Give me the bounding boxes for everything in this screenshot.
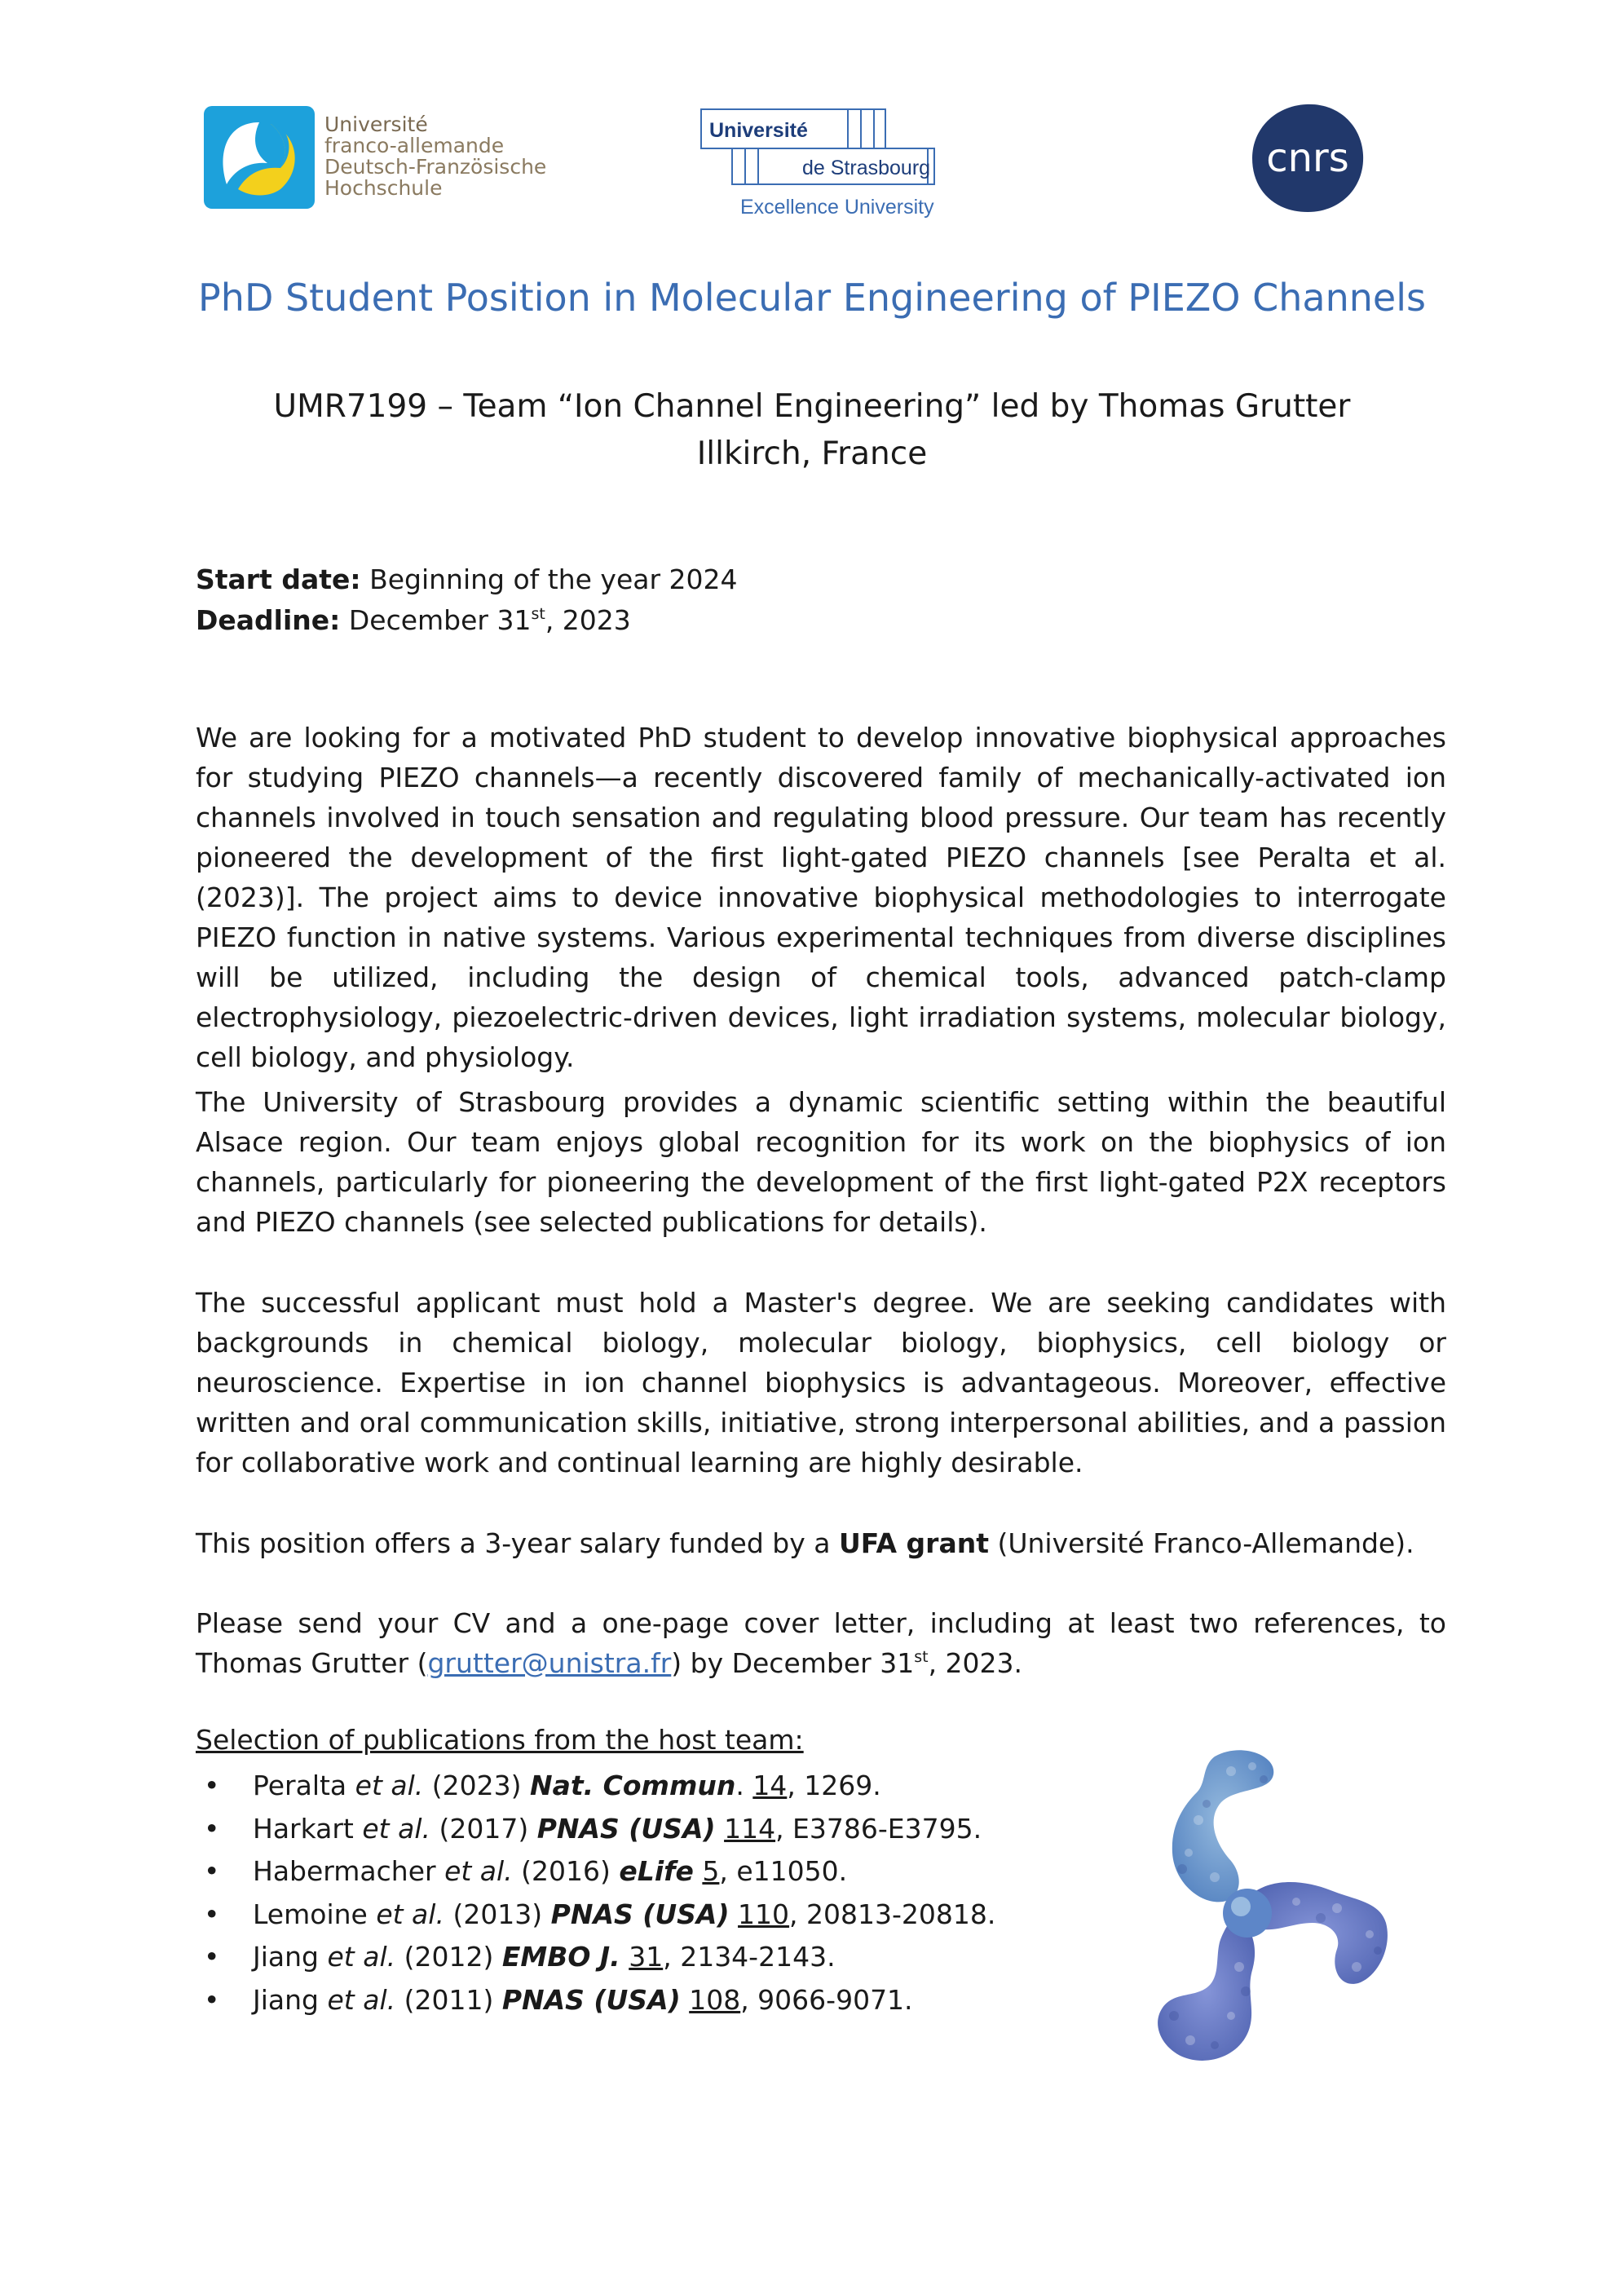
funding-text: This position offers a 3-year salary funded by a bbox=[196, 1527, 839, 1559]
publication-separator bbox=[694, 1855, 703, 1887]
publication-etal: et al. bbox=[355, 1770, 424, 1801]
publication-item bbox=[196, 1894, 995, 1937]
unistra-logo bbox=[699, 108, 947, 222]
publication-author: Harkart bbox=[253, 1812, 363, 1845]
unistra-line-1: Université bbox=[709, 119, 808, 142]
ufa-line-4: Hochschule bbox=[324, 176, 443, 200]
funding-text-end: (Université Franco-Allemande). bbox=[988, 1527, 1414, 1559]
start-date-label: Start date: bbox=[196, 563, 361, 595]
unistra-tagline: Excellence University bbox=[740, 196, 934, 219]
publication-journal: Nat. Commun bbox=[529, 1770, 736, 1801]
publications-list bbox=[196, 1765, 995, 2022]
ufa-line-3: Deutsch-Französische bbox=[324, 155, 547, 179]
publication-volume: 108 bbox=[689, 1983, 741, 2016]
publication-year: (2016) bbox=[512, 1855, 620, 1887]
page-subtitle bbox=[0, 383, 1624, 478]
application-instructions bbox=[196, 1603, 1446, 1683]
publication-volume: 31 bbox=[629, 1941, 664, 1973]
publication-etal: et al. bbox=[376, 1898, 444, 1930]
project-description: We are looking for a motivated PhD student to develop innovative biophysical approaches for studying PIEZO channels—a recently discovered family of mechanically-activated ion channels involved in touch sensation and regulating blood pressure. Our team has recently pioneered the development of the first light-gated PIEZO channels [see Peralta et al. (2023)]. The project aims to device innovative biophysical methodologies to interrogate PIEZO function in native systems. Various experimental techniques from diverse disciplines will be utilized, including the design of chemical tools, advanced patch-clamp electrophysiology, piezoelectric-driven devices, light irradiation systems, molecular biology, cell biology, and physiology. bbox=[196, 722, 1446, 1073]
deadline-value: December 31 bbox=[340, 604, 532, 636]
application-deadline-text: ) by December 31 bbox=[671, 1647, 915, 1679]
publication-separator: . bbox=[735, 1770, 753, 1801]
cnrs-logo bbox=[1247, 101, 1370, 215]
publication-year: (2012) bbox=[395, 1941, 502, 1973]
application-text: Please send your CV and a one-page cover letter, including at least two references, to Thomas Grutter ( bbox=[196, 1607, 1446, 1679]
publication-item bbox=[196, 1936, 995, 1979]
publication-journal: eLife bbox=[619, 1855, 694, 1887]
piezo-structure-image bbox=[1092, 1739, 1435, 2081]
publication-item bbox=[196, 1850, 995, 1894]
publication-journal: EMBO J. bbox=[501, 1941, 620, 1973]
publication-year: (2017) bbox=[430, 1812, 537, 1845]
publication-volume: 5 bbox=[702, 1855, 720, 1887]
publication-pages: , 20813-20818. bbox=[789, 1898, 996, 1930]
publication-author: Lemoine bbox=[253, 1898, 377, 1930]
publication-volume: 14 bbox=[752, 1770, 788, 1801]
team-line: UMR7199 – Team “Ion Channel Engineering” led by Thomas Grutter bbox=[273, 388, 1351, 425]
start-date-value: Beginning of the year 2024 bbox=[360, 563, 738, 595]
ufa-line-1: Université bbox=[324, 113, 428, 136]
publication-item bbox=[196, 1979, 995, 2022]
ufa-grant: UFA grant bbox=[838, 1527, 989, 1559]
publication-journal: PNAS (USA) bbox=[501, 1983, 681, 2016]
ufa-logo-text bbox=[324, 114, 546, 199]
publication-etal: et al. bbox=[327, 1941, 396, 1973]
publication-author: Jiang bbox=[253, 1983, 328, 2016]
publication-separator bbox=[681, 1984, 690, 2016]
publication-separator bbox=[620, 1941, 629, 1973]
publication-pages: , 9066-9071. bbox=[740, 1983, 913, 2016]
unistra-line-2: de Strasbourg bbox=[802, 157, 931, 179]
deadline-label: Deadline: bbox=[196, 604, 341, 636]
publication-etal: et al. bbox=[327, 1983, 396, 2016]
publication-year: (2013) bbox=[444, 1898, 551, 1930]
publication-volume: 110 bbox=[738, 1898, 790, 1930]
publication-separator bbox=[716, 1813, 725, 1845]
publication-item bbox=[196, 1808, 995, 1851]
location-line: Illkirch, France bbox=[696, 435, 928, 472]
ufa-line-2: franco-allemande bbox=[324, 134, 505, 157]
deadline-year: , 2023 bbox=[545, 604, 631, 636]
publications-heading: Selection of publications from the host team: bbox=[196, 1724, 804, 1756]
deadline-ordinal: st bbox=[531, 605, 545, 623]
university-description: The University of Strasbourg provides a dynamic scientific setting within the beautiful Alsace region. Our team enjoys global recognition for its work on the biophysics of ion channels, particularly for pioneering the development of the first light-gated P2X receptors and PIEZO channels (see selected publications for details). bbox=[196, 1086, 1446, 1238]
page-title: PhD Student Position in Molecular Engineering of PIEZO Channels bbox=[198, 276, 1426, 320]
ufa-emblem-icon bbox=[202, 104, 316, 210]
cnrs-text: cnrs bbox=[1266, 135, 1349, 181]
publication-etal: et al. bbox=[362, 1812, 430, 1845]
publication-year: (2023) bbox=[423, 1770, 530, 1801]
publication-pages: , 1269. bbox=[787, 1770, 881, 1801]
email-link[interactable]: grutter@unistra.fr bbox=[427, 1647, 672, 1679]
publication-pages: , 2134-2143. bbox=[663, 1941, 836, 1973]
publication-pages: , E3786-E3795. bbox=[775, 1812, 982, 1845]
publication-journal: PNAS (USA) bbox=[536, 1812, 716, 1845]
publication-volume: 114 bbox=[724, 1812, 776, 1845]
publication-separator bbox=[730, 1898, 739, 1930]
publication-etal: et al. bbox=[444, 1855, 513, 1887]
deadline-row bbox=[196, 600, 738, 641]
application-deadline-ordinal: st bbox=[914, 1648, 929, 1666]
publication-author: Peralta bbox=[253, 1770, 355, 1801]
publication-journal: PNAS (USA) bbox=[550, 1898, 730, 1930]
publication-pages: , e11050. bbox=[719, 1855, 848, 1887]
candidate-requirements: The successful applicant must hold a Master's degree. We are seeking candidates with backgrounds in chemical biology, molecular biology, biophysics, cell biology or neuroscience. Expertise in ion channel biophysics is advantageous. Moreover, effective written and oral communication skills, initiative, strong interpersonal abilities, and a passion for collaborative work and continual learning are highly desirable. bbox=[196, 1287, 1446, 1478]
publication-author: Jiang bbox=[253, 1941, 328, 1973]
start-date-row bbox=[196, 559, 738, 600]
publication-item bbox=[196, 1765, 995, 1808]
funding-statement bbox=[196, 1523, 1446, 1563]
publication-author: Habermacher bbox=[253, 1855, 445, 1887]
publication-year: (2011) bbox=[395, 1983, 502, 2016]
application-deadline-year: , 2023. bbox=[928, 1647, 1023, 1679]
position-dates bbox=[196, 559, 738, 641]
